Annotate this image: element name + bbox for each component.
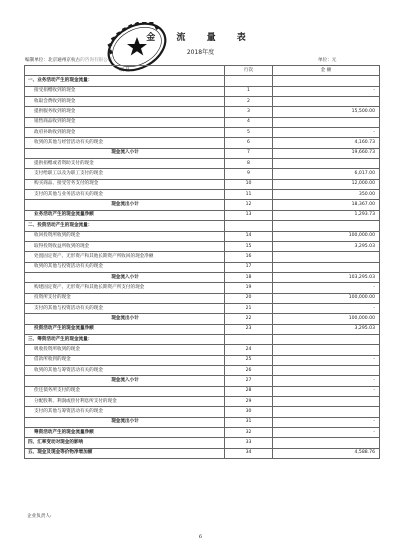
table-row bbox=[25, 138, 380, 148]
table-row bbox=[25, 324, 380, 334]
row-amount bbox=[273, 76, 380, 86]
row-amount: 3,295.03 bbox=[273, 324, 380, 334]
row-amount bbox=[273, 117, 380, 127]
row-number bbox=[225, 221, 273, 231]
header-item: 项 目 bbox=[25, 66, 225, 76]
table-row bbox=[25, 397, 380, 407]
table-row bbox=[25, 128, 380, 138]
row-number: 2 bbox=[225, 97, 273, 107]
row-label: 现金流入小计 bbox=[25, 376, 225, 386]
table-row bbox=[25, 438, 380, 448]
table-row bbox=[25, 334, 380, 344]
row-number: 33 bbox=[225, 438, 273, 448]
org-label: 编制单位：北京通州京杭古的咨询有限公司 bbox=[25, 58, 113, 63]
row-amount bbox=[273, 334, 380, 344]
row-label: 现金流入小计 bbox=[25, 148, 225, 158]
year-label: 2018年度 bbox=[186, 49, 215, 56]
table-row bbox=[25, 190, 380, 200]
row-number: 16 bbox=[225, 252, 273, 262]
row-amount: - bbox=[273, 417, 380, 427]
row-amount bbox=[273, 159, 380, 169]
row-amount: - bbox=[273, 428, 380, 438]
row-amount: 4,160.73 bbox=[273, 138, 380, 148]
row-amount: 15,500.00 bbox=[273, 107, 380, 117]
table-row bbox=[25, 303, 380, 313]
table-header-row bbox=[25, 66, 380, 76]
row-number: 30 bbox=[225, 407, 273, 417]
row-label: 筹资活动产生的现金流量净额 bbox=[25, 428, 225, 438]
row-amount: 18,367.00 bbox=[273, 200, 380, 210]
table-row bbox=[25, 355, 380, 365]
row-amount bbox=[273, 365, 380, 375]
row-label: 收到的其他与投资活动有关的现金 bbox=[25, 262, 225, 272]
row-amount bbox=[273, 221, 380, 231]
row-amount: 350.00 bbox=[273, 190, 380, 200]
table-row bbox=[25, 417, 380, 427]
table-row bbox=[25, 314, 380, 324]
row-number: 5 bbox=[225, 128, 273, 138]
row-number: 7 bbox=[225, 148, 273, 158]
header-row-number: 行次 bbox=[225, 66, 273, 76]
responsible-person-label: 企业负责人: bbox=[27, 514, 52, 519]
row-label: 现金流出小计 bbox=[25, 314, 225, 324]
row-label: 业务活动产生的现金流量净额 bbox=[25, 210, 225, 220]
table-row bbox=[25, 241, 380, 251]
row-label: 提供服务收到的现金 bbox=[25, 107, 225, 117]
row-label: 收到的其他与经营活动有关的现金 bbox=[25, 138, 225, 148]
row-number: 15 bbox=[225, 241, 273, 251]
row-amount: - bbox=[273, 303, 380, 313]
row-label: 提供捐赠或者资助支付的现金 bbox=[25, 159, 225, 169]
row-amount: 19,660.73 bbox=[273, 148, 380, 158]
row-number: 32 bbox=[225, 428, 273, 438]
table-row bbox=[25, 428, 380, 438]
row-amount: 100,000.00 bbox=[273, 231, 380, 241]
row-label: 二、投资活动产生的现金流量： bbox=[25, 221, 225, 231]
row-label: 偿还债务所支付的现金 bbox=[25, 386, 225, 396]
table-row bbox=[25, 252, 380, 262]
row-label: 吸收投资所收到的现金 bbox=[25, 345, 225, 355]
row-number: 27 bbox=[225, 376, 273, 386]
row-number: 3 bbox=[225, 107, 273, 117]
star-icon bbox=[127, 37, 147, 56]
row-number: 4 bbox=[225, 117, 273, 127]
row-amount: - bbox=[273, 355, 380, 365]
row-amount: 100,000.00 bbox=[273, 314, 380, 324]
row-amount bbox=[273, 252, 380, 262]
row-label: 一、业务活动产生的现金流量： bbox=[25, 76, 225, 86]
table-row bbox=[25, 407, 380, 417]
row-number: 31 bbox=[225, 417, 273, 427]
row-label: 现金流入小计 bbox=[25, 272, 225, 282]
row-label: 投资所支付的现金 bbox=[25, 293, 225, 303]
row-label: 收取会费收到的现金 bbox=[25, 97, 225, 107]
row-number: 25 bbox=[225, 355, 273, 365]
table-row bbox=[25, 97, 380, 107]
table-row bbox=[25, 448, 380, 458]
row-label: 政府补助收到的现金 bbox=[25, 128, 225, 138]
row-number: 11 bbox=[225, 190, 273, 200]
row-label: 支付的其他与投资活动有关的现金 bbox=[25, 303, 225, 313]
table-row bbox=[25, 272, 380, 282]
row-label: 处置固定资产、无形资产和其他长期资产所收回的现金净额 bbox=[25, 252, 225, 262]
table-row bbox=[25, 283, 380, 293]
row-amount bbox=[273, 262, 380, 272]
row-number bbox=[225, 334, 273, 344]
row-number: 1 bbox=[225, 86, 273, 96]
row-number: 6 bbox=[225, 138, 273, 148]
row-number: 20 bbox=[225, 293, 273, 303]
row-amount: - bbox=[273, 386, 380, 396]
table-row bbox=[25, 376, 380, 386]
row-number: 17 bbox=[225, 262, 273, 272]
row-amount: 12,000.00 bbox=[273, 179, 380, 189]
row-amount: 103,295.03 bbox=[273, 272, 380, 282]
row-number: 19 bbox=[225, 283, 273, 293]
row-label: 分配股利、利润或偿付利息所支付的现金 bbox=[25, 397, 225, 407]
row-amount: 6,017.00 bbox=[273, 169, 380, 179]
row-amount: - bbox=[273, 376, 380, 386]
row-number: 8 bbox=[225, 159, 273, 169]
row-amount: 1,293.73 bbox=[273, 210, 380, 220]
row-number: 22 bbox=[225, 314, 273, 324]
row-amount: 4,588.76 bbox=[273, 448, 380, 458]
row-number: 23 bbox=[225, 324, 273, 334]
row-label: 现金流出小计 bbox=[25, 200, 225, 210]
table-row bbox=[25, 169, 380, 179]
row-number: 14 bbox=[225, 231, 273, 241]
row-label: 取得投资收益所收到的现金 bbox=[25, 241, 225, 251]
page-number: 6 bbox=[198, 534, 203, 540]
row-amount: 3,295.03 bbox=[273, 241, 380, 251]
table-row bbox=[25, 159, 380, 169]
table-row bbox=[25, 231, 380, 241]
row-label: 销售商品收到的现金 bbox=[25, 117, 225, 127]
table-row bbox=[25, 200, 380, 210]
row-amount: 100,000.00 bbox=[273, 293, 380, 303]
row-label: 支付给职工以及为职工支付的现金 bbox=[25, 169, 225, 179]
row-amount bbox=[273, 345, 380, 355]
row-number bbox=[225, 76, 273, 86]
row-number: 12 bbox=[225, 200, 273, 210]
table-body bbox=[25, 76, 380, 459]
row-amount: - bbox=[273, 283, 380, 293]
row-label: 接受捐赠收到的现金 bbox=[25, 86, 225, 96]
row-number: 10 bbox=[225, 179, 273, 189]
row-label: 支付的其他与筹资活动有关的现金 bbox=[25, 407, 225, 417]
row-label: 借款所收到的现金 bbox=[25, 355, 225, 365]
row-amount bbox=[273, 397, 380, 407]
header-amount: 金 额 bbox=[273, 66, 380, 76]
row-number: 34 bbox=[225, 448, 273, 458]
row-number: 13 bbox=[225, 210, 273, 220]
row-label: 支付的其他与业务活动有关的现金 bbox=[25, 190, 225, 200]
row-label: 五、现金及现金等价物净增加额 bbox=[25, 448, 225, 458]
table-row bbox=[25, 76, 380, 86]
row-number: 29 bbox=[225, 397, 273, 407]
table-row bbox=[25, 117, 380, 127]
row-amount bbox=[273, 438, 380, 448]
table-row bbox=[25, 293, 380, 303]
row-label: 四、汇率变动对现金的影响 bbox=[25, 438, 225, 448]
row-number: 28 bbox=[225, 386, 273, 396]
row-label: 购建固定资产、无形资产和其他长期资产所支付的现金 bbox=[25, 283, 225, 293]
row-label: 三、筹资活动产生的现金流量： bbox=[25, 334, 225, 344]
table-row bbox=[25, 86, 380, 96]
unit-label: 单位：元 bbox=[318, 58, 337, 63]
table-row bbox=[25, 365, 380, 375]
row-number: 24 bbox=[225, 345, 273, 355]
row-number: 18 bbox=[225, 272, 273, 282]
row-amount bbox=[273, 407, 380, 417]
row-amount: - bbox=[273, 128, 380, 138]
cash-flow-table bbox=[24, 65, 380, 459]
row-number: 9 bbox=[225, 169, 273, 179]
row-number: 21 bbox=[225, 303, 273, 313]
row-number: 26 bbox=[225, 365, 273, 375]
row-amount: - bbox=[273, 86, 380, 96]
row-label: 收到的其他与筹资活动有关的现金 bbox=[25, 365, 225, 375]
row-label: 购买商品、接受劳务支付的现金 bbox=[25, 179, 225, 189]
table-row bbox=[25, 210, 380, 220]
table-row bbox=[25, 148, 380, 158]
row-amount bbox=[273, 97, 380, 107]
row-label: 现金流出小计 bbox=[25, 417, 225, 427]
page-title: 金 流 量 表 bbox=[146, 33, 255, 43]
table-row bbox=[25, 262, 380, 272]
row-label: 投资活动产生的现金流量净额 bbox=[25, 324, 225, 334]
table-row bbox=[25, 107, 380, 117]
table-row bbox=[25, 221, 380, 231]
row-label: 收回投资所收到的现金 bbox=[25, 231, 225, 241]
table-row bbox=[25, 179, 380, 189]
table-row bbox=[25, 386, 380, 396]
table-row bbox=[25, 345, 380, 355]
